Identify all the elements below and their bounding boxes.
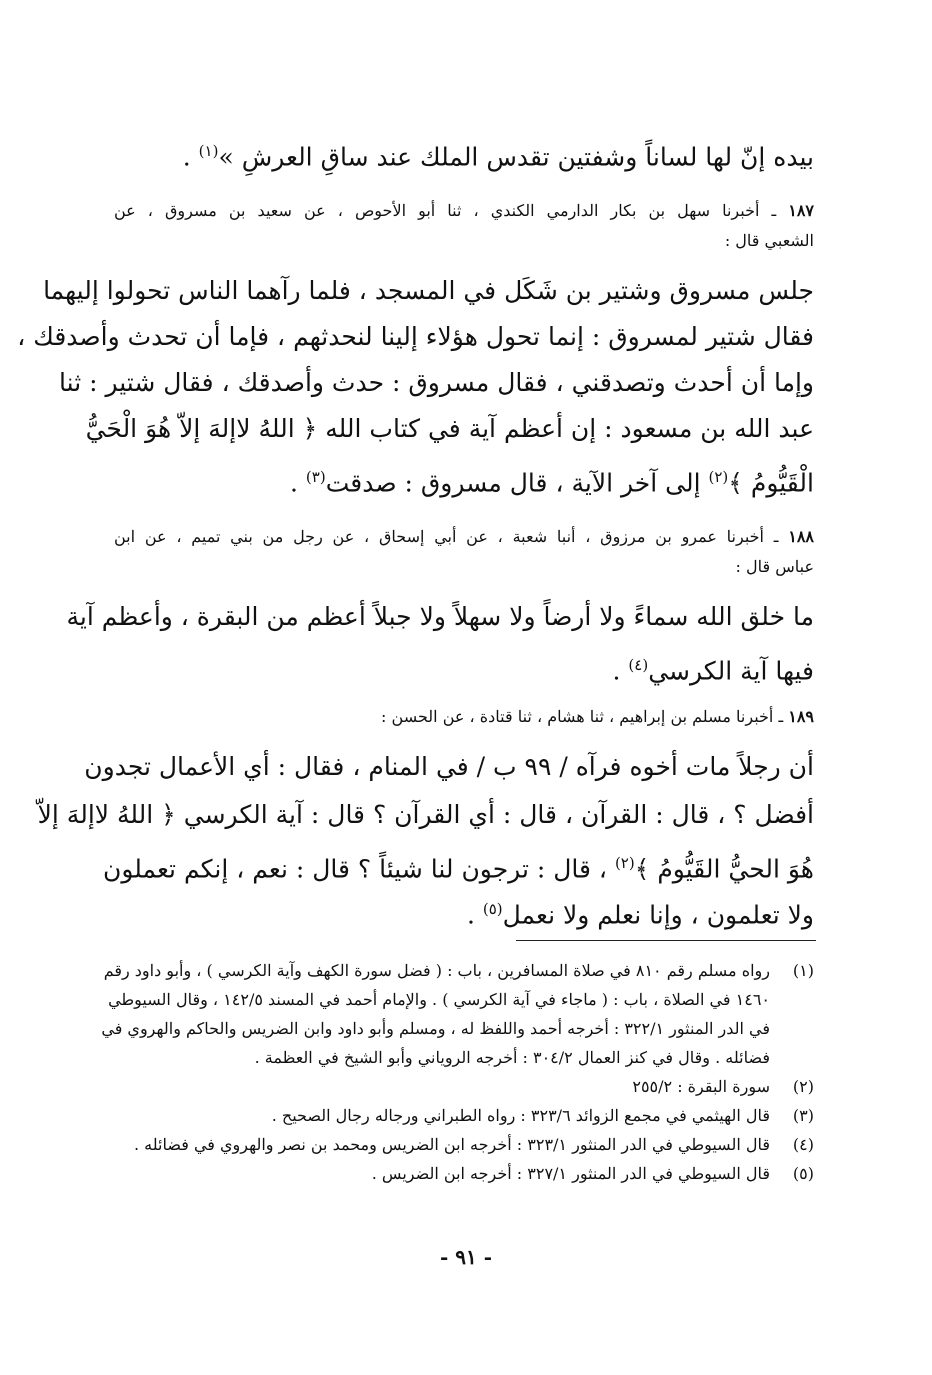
hadith-188-chain [114, 522, 814, 552]
page-number: - ٩١ - [439, 1245, 492, 1269]
footnote-number: (٣) [792, 1106, 814, 1125]
end-dot: . [182, 142, 199, 172]
hadith-187-chain-end [114, 226, 814, 256]
hadith-189-line-1 [84, 744, 814, 790]
footnote-text: سورة البقرة : ٢٥٥/٢ [632, 1077, 770, 1096]
hadith-187-line-5 [114, 454, 814, 506]
chain-line-2: عباس قال : [735, 557, 814, 576]
opening-text: بيده إنّ لها لساناً وشفتين تقدس الملك عند ساقِ العرشِ » [218, 142, 814, 172]
hadith-188-chain-end [114, 552, 814, 582]
text-line: إلى آخر الآية ، قال مسروق : صدقت [325, 468, 709, 498]
footnote-5 [114, 1159, 814, 1188]
footnote-line: رواه مسلم رقم ٨١٠ في صلاة المسافرين ، باب : ( فضل سورة الكهف وآية الكرسي ) ، وأبو داود رقم [103, 961, 770, 980]
text-line: الْقَيُّومُ ﴾ [728, 468, 814, 498]
text-line: ما خلق الله سماءً ولا أرضاً ولا سهلاً ولا جبلاً أعظم من البقرة ، وأعظم آية [66, 602, 814, 631]
footnote-4 [114, 1130, 814, 1159]
text-line: وإما أن أحدث وتصدقني ، فقال مسروق : حدث وأصدقك ، فقال شتير : ثنا [59, 368, 814, 397]
footnote-line: في الدر المنثور ٣٢٢/١ : أخرجه أحمد واللفظ له ، ومسلم وأبو داود وابن الضريس والحاكم والهروي في [101, 1019, 770, 1038]
footnote-1 [101, 956, 814, 1072]
hadith-189-chain [114, 702, 814, 732]
text-line: عبد الله بن مسعود : إن أعظم آية في كتاب الله ﴿ اللهُ لاإلهَ إلاّ هُوَ الْحَيُّ [85, 414, 814, 443]
end-dot: . [612, 656, 629, 686]
hadith-189-line-4 [114, 886, 814, 938]
hadith-number: ١٨٨ [788, 527, 814, 546]
footnote-ref: (٤) [628, 656, 649, 674]
hadith-187-line-2 [17, 314, 814, 360]
hadith-188-line-1 [66, 594, 814, 640]
hadith-187-line-3 [59, 360, 814, 406]
text-line: فيها آية الكرسي [648, 656, 814, 686]
opening-line [114, 128, 814, 180]
text-line: ، قال : ترجون لنا شيئاً ؟ قال : نعم ، إنكم تعملون [102, 854, 615, 884]
footnote-number: (٥) [792, 1164, 814, 1183]
hadith-189-line-3 [102, 840, 814, 892]
hadith-188-line-2 [114, 642, 814, 694]
text-line: أفضل ؟ ، قال : القرآن ، قال : أي القرآن ؟ قال : آية الكرسي ﴿ اللهُ لاإلهَ إلاّ [37, 800, 814, 829]
hadith-number: ١٨٧ [788, 201, 814, 220]
footnote-ref: (٣) [305, 468, 326, 486]
footnote-ref: (١) [198, 142, 219, 160]
footnote-ref: (٢) [614, 854, 635, 872]
hadith-189-line-2 [37, 792, 814, 838]
footnote-line: ١٤٦٠ في الصلاة ، باب : ( ماجاء في آية الكرسي ) . والإمام أحمد في المسند ١٤٢/٥ ، وقال السيوطي [108, 990, 770, 1009]
footnote-line: فضائله . وقال في كنز العمال ٣٠٤/٢ : أخرجه الروياني وأبو الشيخ في العظمة . [254, 1048, 770, 1067]
text-line: هُوَ الحيُّ القَيُّومُ ﴾ [634, 854, 814, 884]
hadith-187-chain [114, 196, 814, 226]
chain-line-1: ـ أخبرنا عمرو بن مرزوق ، أنبا شعبة ، عن أبي إسحاق ، عن رجل من بني تميم ، عن ابن [114, 527, 779, 546]
hadith-187-line-1 [43, 268, 814, 314]
text-line: فقال شتير لمسروق : إنما تحول هؤلاء إلينا لنحدثهم ، فإما أن تحدث وأصدقك ، [17, 322, 814, 351]
footnotes [101, 956, 814, 1188]
hadith-number: ١٨٩ [788, 707, 814, 726]
footnote-text: قال السيوطي في الدر المنثور ٣٢٧/١ : أخرجه ابن الضريس . [371, 1164, 770, 1183]
text-line: أن رجلاً مات أخوه فرآه / ٩٩ ب / في المنام ، فقال : أي الأعمال تجدون [84, 752, 814, 781]
footnote-text [101, 956, 770, 1072]
end-dot: . [290, 468, 306, 498]
footnote-number: (٤) [792, 1135, 814, 1154]
footnote-text: قال الهيثمي في مجمع الزوائد ٣٢٣/٦ : رواه الطبراني ورجاله رجال الصحيح . [271, 1106, 770, 1125]
footnote-separator [516, 940, 816, 941]
text-line: جلس مسروق وشتير بن شَكَل في المسجد ، فلما رآهما الناس تحولوا إليهما [43, 276, 814, 305]
footnote-number: (٢) [792, 1077, 814, 1096]
footnote-text: قال السيوطي في الدر المنثور ٣٢٣/١ : أخرجه ابن الضريس ومحمد بن نصر والهروي في فضائله . [133, 1135, 770, 1154]
end-dot: . [466, 900, 483, 930]
chain-line-2: الشعبي قال : [724, 231, 814, 250]
text-line: ولا تعلمون ، وإنا نعلم ولا نعمل [502, 900, 814, 930]
footnote-ref: (٢) [708, 468, 729, 486]
chain-line-1: ـ أخبرنا سهل بن بكار الدارمي الكندي ، ثنا أبو الأحوص ، عن سعيد بن مسروق ، عن [114, 201, 777, 220]
footnote-ref: (٥) [482, 900, 503, 918]
footnote-2 [114, 1072, 814, 1101]
hadith-187-line-4 [85, 406, 814, 452]
chain-line-1: ـ أخبرنا مسلم بن إبراهيم ، ثنا هشام ، ثنا قتادة ، عن الحسن : [381, 707, 784, 726]
footnote-3 [114, 1101, 814, 1130]
footnote-number: (١) [792, 961, 814, 980]
